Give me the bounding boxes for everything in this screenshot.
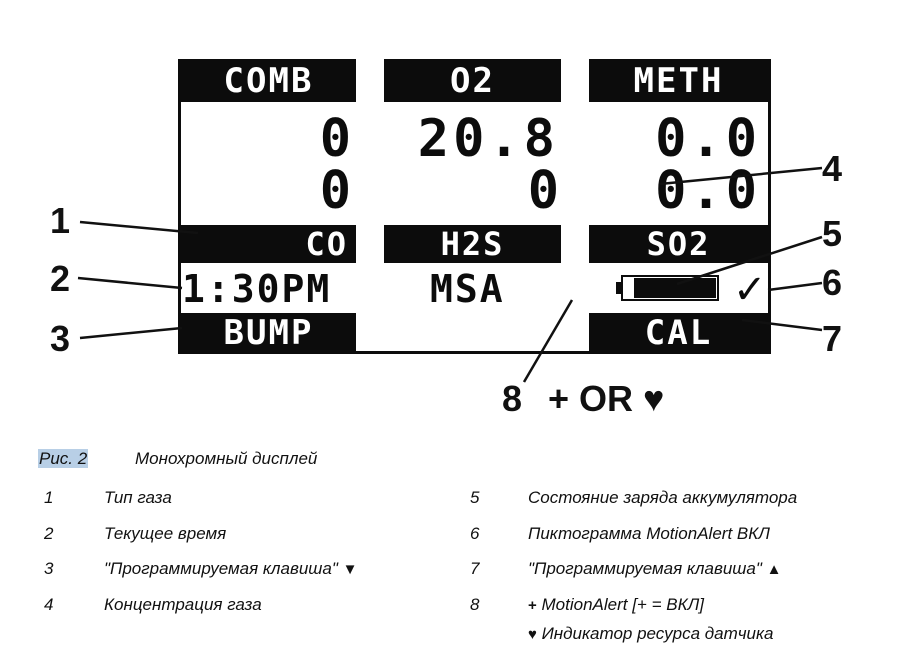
legend-text: Пиктограмма MotionAlert ВКЛ — [528, 524, 770, 543]
reading-so2: 0.0 — [655, 161, 761, 221]
legend-text — [528, 559, 781, 579]
callout-6: 6 — [822, 262, 843, 303]
legend-text — [104, 559, 357, 579]
softkey-cal-button[interactable]: CAL — [589, 313, 768, 353]
legend-text-label: "Программируемая клавиша" — [528, 559, 762, 578]
callout-4: 4 — [822, 148, 843, 189]
callout-8: 8 — [502, 378, 523, 419]
reading-comb: 0 — [319, 109, 351, 169]
callout-8-text: + OR ♥ — [548, 378, 665, 419]
reading-meth: 0.0 — [655, 109, 761, 169]
leader-line-1 — [80, 222, 198, 233]
leader-line-6 — [768, 283, 822, 290]
legend-text-label: MotionAlert [+ = ВКЛ] — [541, 595, 704, 614]
legend-text-label: "Программируемая клавиша" — [104, 559, 338, 578]
legend-num: 4 — [44, 595, 54, 614]
callout-1: 1 — [50, 200, 71, 241]
gas-type-h2s: H2S — [384, 225, 561, 263]
legend-text: Состояние заряда аккумулятора — [528, 488, 798, 507]
softkey-bump-button[interactable]: BUMP — [181, 313, 356, 353]
gas-type-so2: SO2 — [589, 225, 768, 263]
leader-line-7 — [742, 320, 822, 330]
figure-caption-title: Монохромный дисплей — [135, 449, 318, 468]
legend-num: 7 — [470, 559, 480, 578]
leader-line-5 — [677, 237, 822, 284]
legend-num: 2 — [44, 524, 54, 543]
legend-num: 1 — [44, 488, 54, 507]
legend-num: 5 — [470, 488, 480, 507]
legend-text: Концентрация газа — [104, 595, 262, 614]
plus-icon: + — [528, 597, 537, 614]
legend-text: Тип газа — [104, 488, 172, 507]
reading-o2: 20.8 — [417, 109, 559, 169]
gas-type-comb: COMB — [181, 61, 356, 101]
callout-2: 2 — [50, 258, 71, 299]
brand-label: MSA — [430, 267, 505, 311]
legend-text — [528, 624, 774, 644]
callout-5: 5 — [822, 213, 843, 254]
leader-line-3 — [80, 328, 182, 338]
triangle-down-icon: ▼ — [342, 561, 358, 578]
callout-3: 3 — [50, 318, 71, 359]
reading-h2s: 0 — [527, 161, 559, 221]
figure-number: Рис. 2 — [39, 449, 88, 468]
gas-type-o2: O2 — [384, 61, 561, 101]
legend-text-label: Индикатор ресурса датчика — [541, 624, 774, 643]
motionalert-check-icon: ✓ — [733, 267, 767, 313]
legend-text: Текущее время — [104, 524, 227, 543]
current-time: 1:30PM — [182, 267, 332, 311]
reading-co: 0 — [319, 161, 351, 221]
legend-num: 6 — [470, 524, 480, 543]
triangle-up-icon: ▲ — [766, 561, 782, 578]
gas-type-co: CO — [181, 225, 356, 263]
leader-line-4 — [660, 168, 822, 184]
leader-line-2 — [78, 278, 182, 288]
gas-type-meth: METH — [589, 61, 768, 101]
callout-7: 7 — [822, 318, 843, 359]
figure-caption-tag — [38, 449, 88, 469]
heart-icon: ♥ — [528, 626, 537, 643]
legend-num: 3 — [44, 559, 54, 578]
legend-text — [528, 595, 704, 615]
legend-num: 8 — [470, 595, 480, 614]
leader-line-8 — [524, 300, 572, 382]
